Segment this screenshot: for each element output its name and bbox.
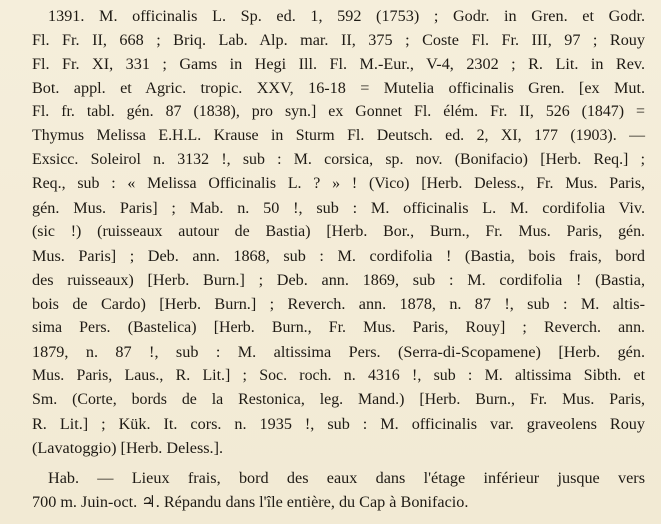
line-text-9: gén. Mus. Paris] ; Mab. n. 50 !, sub : M. officinalis L. M. cordifolia Viv. <box>32 199 645 217</box>
text-line-3 <box>0 52 661 76</box>
line-text-4: Bot. appl. et Agric. tropic. XXV, 16-18 = Mutelia officinalis Gren. [ex Mut. <box>32 79 645 97</box>
text-line-10 <box>0 220 661 244</box>
line-text-18: R. Lit.] ; Kük. It. cors. n. 1935 !, sub : M. officinalis var. graveolens Rouy <box>32 415 645 433</box>
line-text-11: Mus. Paris] ; Deb. ann. 1868, sub : M. cordifolia ! (Bastia, bois frais, bord <box>32 247 645 265</box>
line-text-1: 1391. M. officinalis L. Sp. ed. 1, 592 (1753) ; Godr. in Gren. et Godr. <box>48 7 645 25</box>
line-text-7: Exsicc. Soleirol n. 3132 !, sub : M. corsica, sp. nov. (Bonifacio) [Herb. Req.] ; <box>32 151 645 168</box>
text-line-15 <box>0 340 661 364</box>
text-line-18 <box>0 412 661 436</box>
line-text-8: Req., sub : « Melissa Officinalis L. ? » ! (Vico) [Herb. Deless., Fr. Mus. Paris, <box>32 175 645 192</box>
line-text-21: 700 m. Juin-oct. ♃. Répandu dans l'île entière, du Cap à Bonifacio. <box>32 493 469 511</box>
line-text-6: Thymus Melissa E.H.L. Krause in Sturm Fl. Deutsch. ed. 2, XI, 177 (1903). — <box>32 127 645 144</box>
line-text-15: 1879, n. 87 !, sub : M. altissima Pers. (Serra-di-Scopamene) [Herb. gén. <box>32 343 645 361</box>
text-line-4 <box>0 76 661 100</box>
line-text-10: (sic !) (ruisseaux autour de Bastia) [Herb. Bor., Burn., Fr. Mus. Paris, gén. <box>32 223 645 240</box>
line-text-19: (Lavatoggio) [Herb. Deless.]. <box>32 439 224 457</box>
text-line-11 <box>0 244 661 268</box>
line-text-12: des ruisseaux) [Herb. Burn.] ; Deb. ann. 1869, sub : M. cordifolia ! (Bastia, <box>32 271 645 289</box>
text-line-1 <box>0 4 661 28</box>
line-text-16: Mus. Paris, Laus., R. Lit.] ; Soc. roch. n. 4316 !, sub : M. altissima Sibth. et <box>32 367 645 384</box>
line-text-13: bois de Cardo) [Herb. Burn.] ; Reverch. ann. 1878, n. 87 !, sub : M. altis- <box>32 295 645 313</box>
text-line-5 <box>0 100 661 124</box>
line-text-17: Sm. (Corte, bords de la Restonica, leg. Mand.) [Herb. Burn., Fr. Mus. Paris, <box>32 391 645 408</box>
text-line-6 <box>0 124 661 148</box>
text-line-19 <box>0 436 661 460</box>
text-line-12 <box>0 268 661 292</box>
text-line-13 <box>0 292 661 316</box>
line-text-2: Fl. Fr. II, 668 ; Briq. Lab. Alp. mar. II, 375 ; Coste Fl. Fr. III, 97 ; Rouy <box>32 31 645 49</box>
text-line-21 <box>0 490 661 514</box>
line-text-14: sima Pers. (Bastelica) [Herb. Burn., Fr. Mus. Paris, Rouy] ; Reverch. ann. <box>32 319 645 336</box>
text-line-7 <box>0 148 661 172</box>
text-line-17 <box>0 388 661 412</box>
text-line-14 <box>0 316 661 340</box>
line-text-20: Hab. — Lieux frais, bord des eaux dans l'étage inférieur jusque vers <box>48 469 645 487</box>
text-line-8 <box>0 172 661 196</box>
text-line-9 <box>0 196 661 220</box>
text-line-16 <box>0 364 661 388</box>
line-text-3: Fl. Fr. XI, 331 ; Gams in Hegi Ill. Fl. M.-Eur., V-4, 2302 ; R. Lit. in Rev. <box>32 55 645 73</box>
text-line-2 <box>0 28 661 52</box>
text-line-20 <box>0 466 661 490</box>
line-text-5: Fl. fr. tabl. gén. 87 (1838), pro syn.] ex Gonnet Fl. élém. Fr. II, 526 (1847) = <box>32 103 645 120</box>
